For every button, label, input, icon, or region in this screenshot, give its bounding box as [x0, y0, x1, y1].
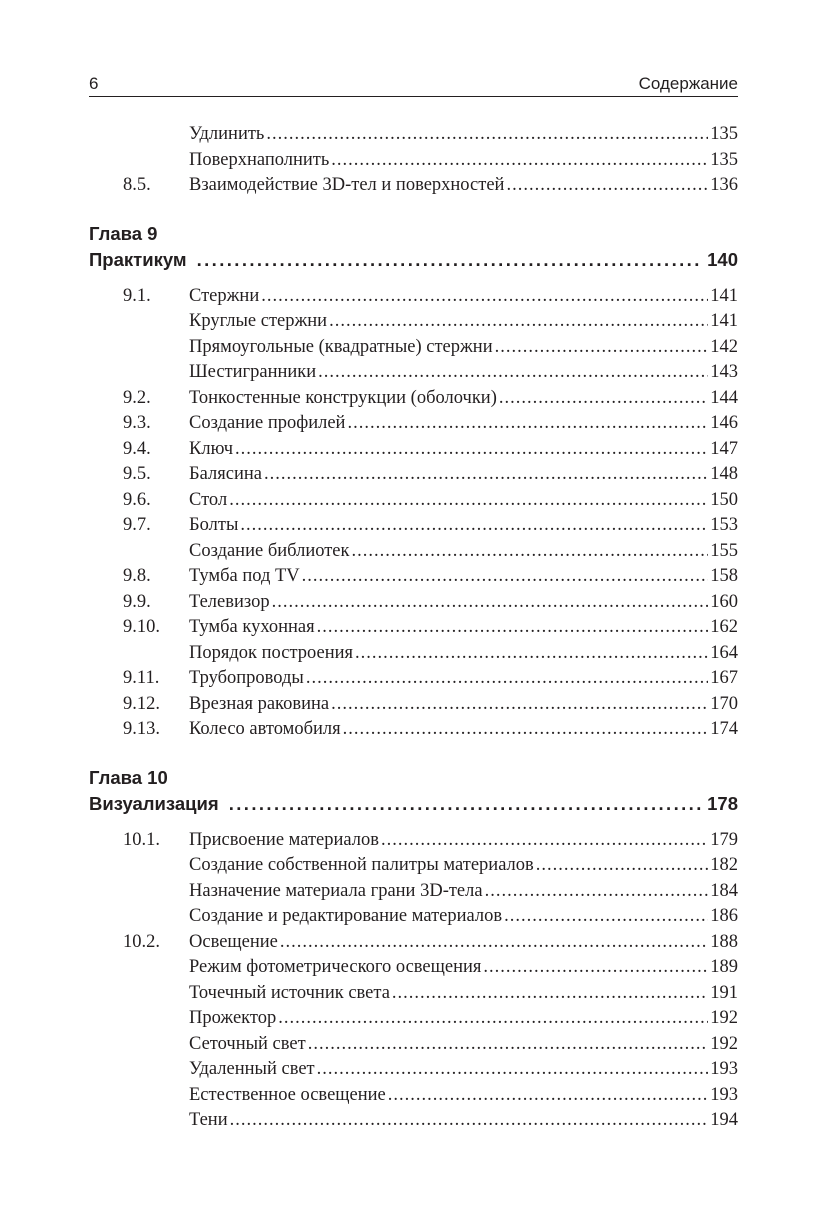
toc-entry-page: 167 — [710, 668, 738, 688]
toc-entry-title: Ключ — [189, 438, 233, 459]
dot-leader — [278, 1006, 708, 1032]
toc-entry[interactable] — [89, 437, 738, 463]
chapter-name: Практикум — [89, 248, 187, 270]
toc-entry-page: 174 — [710, 719, 738, 739]
toc-entry-title: Тени — [189, 1110, 228, 1130]
dot-leader — [264, 462, 708, 488]
toc-entry[interactable] — [89, 692, 738, 718]
toc-entry-title: Удаленный свет — [189, 1059, 315, 1079]
chapter-label: Глава 9 — [89, 222, 158, 244]
toc-entry[interactable] — [89, 590, 738, 616]
toc-entry-page: 192 — [710, 1008, 738, 1028]
toc-entry-page: 142 — [710, 336, 738, 357]
toc-entry[interactable] — [89, 284, 738, 310]
dot-leader — [235, 437, 708, 463]
table-of-contents — [89, 122, 738, 1134]
dot-leader — [266, 122, 708, 148]
toc-entry-page: 160 — [710, 591, 738, 612]
toc-entry[interactable] — [89, 488, 738, 514]
chapter-heading[interactable] — [89, 221, 738, 273]
toc-entry-page: 143 — [710, 362, 738, 382]
toc-entry-title: Врезная раковина — [189, 693, 330, 714]
toc-entry-title: Создание собственной палитры материалов — [189, 855, 534, 875]
toc-entry-number: 9.7. — [123, 515, 151, 535]
toc-entry-title: Режим фотометрического освещения — [189, 957, 482, 977]
toc-entry-page: 194 — [710, 1110, 738, 1130]
toc-entry[interactable] — [89, 666, 738, 692]
toc-entry[interactable] — [89, 641, 738, 667]
toc-entry[interactable] — [89, 1108, 738, 1134]
toc-entry-title: Создание библиотек — [189, 540, 350, 561]
toc-entry-page: 148 — [710, 464, 738, 484]
toc-entry-page: 136 — [710, 175, 738, 195]
dot-leader — [272, 590, 709, 616]
toc-entry[interactable] — [89, 828, 738, 854]
dot-leader — [317, 1057, 709, 1083]
toc-entry-title: Шестигранники — [189, 362, 317, 382]
toc-entry[interactable] — [89, 1057, 738, 1083]
dot-leader — [388, 1083, 709, 1109]
toc-entry-number: 9.5. — [123, 464, 151, 484]
toc-entry-title: Присвоение материалов — [189, 829, 380, 850]
toc-entry-page: 186 — [710, 906, 738, 926]
toc-entry[interactable] — [89, 1006, 738, 1032]
dot-leader — [331, 692, 708, 718]
toc-entry[interactable] — [89, 879, 738, 905]
toc-entry[interactable] — [89, 955, 738, 981]
toc-entry[interactable] — [89, 853, 738, 879]
chapter-page: 140 — [707, 248, 738, 270]
toc-entry[interactable] — [89, 930, 738, 956]
toc-entry-title: Порядок построения — [189, 642, 354, 663]
toc-entry-number: 9.3. — [123, 413, 151, 433]
toc-entry-number: 9.12. — [123, 693, 160, 714]
header-rule — [89, 96, 738, 97]
toc-entry[interactable] — [89, 411, 738, 437]
toc-entry-page: 135 — [710, 124, 738, 144]
toc-entry-title: Круглые стержни — [189, 311, 328, 331]
toc-entry-page: 146 — [710, 413, 738, 433]
toc-entry-title: Болты — [189, 515, 239, 535]
toc-entry-page: 193 — [710, 1084, 738, 1105]
toc-entry-page: 188 — [710, 931, 738, 952]
toc-entry[interactable] — [89, 122, 738, 148]
dot-leader — [392, 981, 708, 1007]
toc-entry-page: 191 — [710, 982, 738, 1003]
dot-leader — [318, 360, 708, 386]
section-title: Содержание — [638, 74, 738, 93]
toc-entry[interactable] — [89, 1083, 738, 1109]
toc-entry-number: 10.1. — [123, 829, 160, 850]
dot-leader — [331, 148, 708, 174]
toc-entry[interactable] — [89, 904, 738, 930]
dot-leader — [536, 853, 708, 879]
toc-entry-number: 10.2. — [123, 931, 160, 952]
dot-leader — [306, 666, 708, 692]
toc-entry[interactable] — [89, 386, 738, 412]
toc-entry[interactable] — [89, 564, 738, 590]
toc-entry-title: Прямоугольные (квадратные) стержни — [189, 336, 493, 357]
toc-entry-title: Удлинить — [189, 124, 265, 144]
toc-entry[interactable] — [89, 539, 738, 565]
toc-entry-title: Взаимодействие 3D-тел и поверхностей — [189, 175, 505, 195]
toc-entry-title: Колесо автомобиля — [189, 719, 341, 739]
toc-entry-page: 158 — [710, 566, 738, 586]
toc-entry-number: 9.13. — [123, 719, 160, 739]
running-head — [89, 72, 738, 96]
dot-leader — [499, 386, 708, 412]
dot-leader — [240, 513, 708, 539]
dot-leader — [381, 828, 708, 854]
dot-leader — [506, 173, 708, 199]
toc-entry-number: 9.8. — [123, 566, 151, 586]
spacer — [89, 199, 738, 221]
toc-entry-page: 170 — [710, 693, 738, 714]
toc-entry-page: 162 — [710, 617, 738, 637]
spacer — [89, 273, 738, 284]
chapter-title-row — [89, 791, 738, 817]
toc-entry-page: 164 — [710, 642, 738, 663]
toc-entry-title: Естественное освещение — [189, 1084, 386, 1105]
toc-entry-page: 155 — [710, 540, 738, 561]
toc-entry-title: Создание и редактирование материалов — [189, 906, 503, 926]
chapter-title-row — [89, 247, 738, 273]
dot-leader — [230, 1108, 709, 1134]
dot-leader — [229, 488, 708, 514]
toc-entry-title: Стержни — [189, 285, 260, 306]
toc-entry-title: Создание профилей — [189, 413, 346, 433]
dot-leader — [261, 284, 708, 310]
toc-entry-title: Освещение — [189, 931, 278, 952]
dot-leader — [197, 247, 702, 273]
toc-entry-title: Балясина — [189, 464, 262, 484]
toc-entry[interactable] — [89, 148, 738, 174]
toc-entry-number: 9.9. — [123, 591, 151, 612]
dot-leader — [329, 309, 708, 335]
toc-entry[interactable] — [89, 717, 738, 743]
dot-leader — [495, 335, 709, 361]
chapter-heading[interactable] — [89, 765, 738, 817]
dot-leader — [280, 930, 708, 956]
toc-entry-page: 150 — [710, 489, 738, 510]
toc-entry[interactable] — [89, 335, 738, 361]
toc-entry-number: 8.5. — [123, 175, 151, 195]
chapter-label: Глава 10 — [89, 766, 168, 788]
toc-entry-page: 184 — [710, 880, 738, 901]
toc-entry-title: Тумба под TV — [189, 566, 300, 586]
toc-entry-number: 9.10. — [123, 617, 160, 637]
toc-entry-title: Трубопроводы — [189, 668, 304, 688]
dot-leader — [483, 955, 708, 981]
dot-leader — [343, 717, 709, 743]
dot-leader — [355, 641, 708, 667]
dot-leader — [317, 615, 709, 641]
toc-entry[interactable] — [89, 462, 738, 488]
toc-entry-number: 9.4. — [123, 438, 151, 459]
toc-entry-title: Поверхнаполнить — [189, 149, 330, 170]
toc-entry-title: Телевизор — [189, 591, 270, 612]
dot-leader — [485, 879, 709, 905]
toc-entry-page: 153 — [710, 515, 738, 535]
dot-leader — [229, 791, 701, 817]
page-number: 6 — [89, 74, 99, 93]
toc-entry-number: 9.6. — [123, 489, 151, 510]
toc-entry-number: 9.2. — [123, 387, 151, 408]
dot-leader — [302, 564, 709, 590]
toc-entry-page: 193 — [710, 1059, 738, 1079]
dot-leader — [308, 1032, 709, 1058]
dot-leader — [504, 904, 708, 930]
toc-entry-title: Тонкостенные конструкции (оболочки) — [189, 387, 497, 408]
toc-entry-page: 189 — [710, 957, 738, 977]
toc-entry-page: 179 — [710, 829, 738, 850]
toc-entry-number: 9.11. — [123, 668, 160, 688]
chapter-page: 178 — [707, 792, 738, 814]
toc-entry-page: 147 — [710, 438, 738, 459]
toc-entry[interactable] — [89, 615, 738, 641]
toc-entry-title: Прожектор — [189, 1008, 277, 1028]
toc-entry-title: Стол — [189, 489, 228, 510]
toc-entry-page: 144 — [710, 387, 738, 408]
toc-entry[interactable] — [89, 173, 738, 199]
toc-entry-title: Тумба кухонная — [189, 617, 315, 637]
toc-entry[interactable] — [89, 513, 738, 539]
toc-entry[interactable] — [89, 1032, 738, 1058]
toc-entry-page: 135 — [710, 149, 738, 170]
toc-entry-title: Назначение материала грани 3D-тела — [189, 880, 483, 901]
toc-entry-number: 9.1. — [123, 285, 151, 306]
dot-leader — [347, 411, 708, 437]
toc-entry[interactable] — [89, 981, 738, 1007]
toc-entry-page: 192 — [710, 1033, 738, 1054]
chapter-name: Визуализация — [89, 792, 219, 814]
spacer — [89, 743, 738, 765]
toc-entry-title: Сеточный свет — [189, 1033, 306, 1054]
toc-entry-page: 141 — [710, 311, 738, 331]
toc-entry-page: 182 — [710, 855, 738, 875]
spacer — [89, 817, 738, 828]
toc-entry-page: 141 — [710, 285, 738, 306]
toc-entry[interactable] — [89, 360, 738, 386]
dot-leader — [352, 539, 709, 565]
toc-entry-title: Точечный источник света — [189, 982, 390, 1003]
toc-entry[interactable] — [89, 309, 738, 335]
